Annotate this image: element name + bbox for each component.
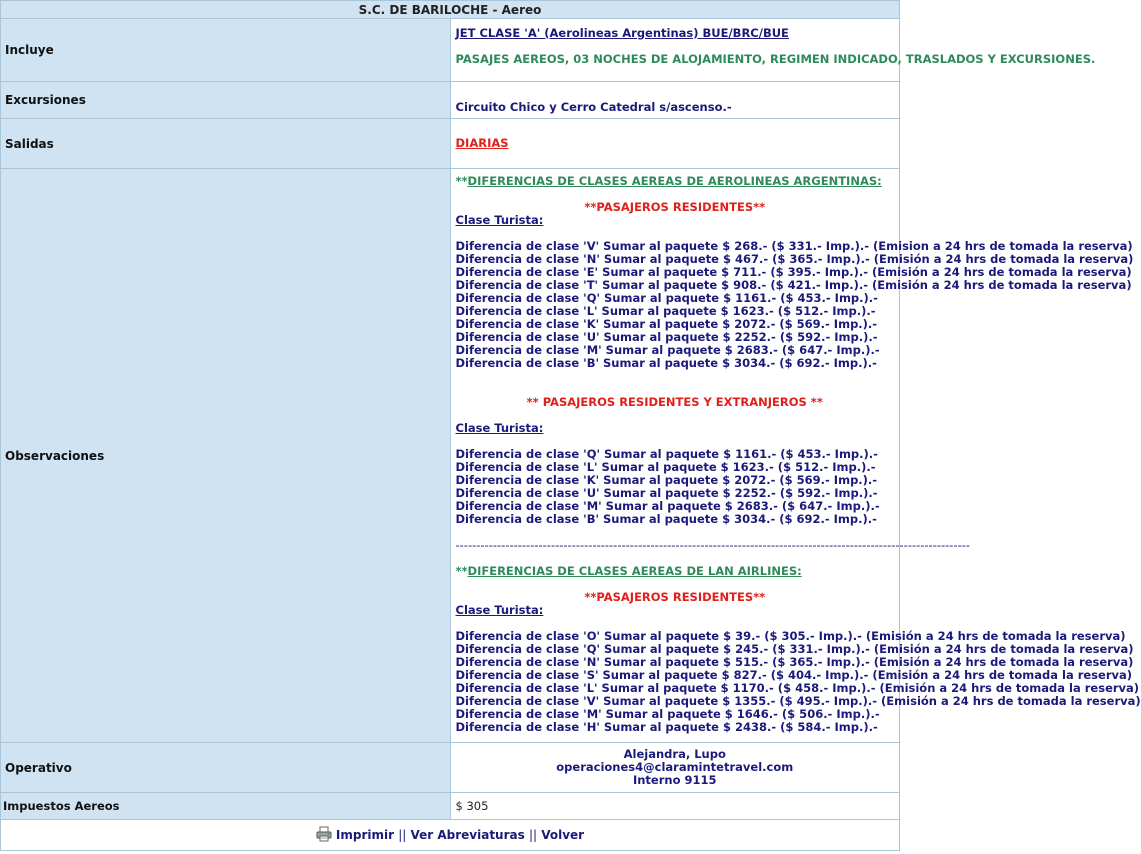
lan-heading-text: DIFERENCIAS DE CLASES AEREAS DE LAN AIRLINES: — [467, 564, 802, 578]
fare-difference-line: Diferencia de clase 'M' Sumar al paquete $ 2683.- ($ 647.- Imp.).- — [455, 343, 880, 357]
salidas-label: Salidas — [1, 119, 451, 169]
impuestos-label: Impuestos Aereos — [1, 793, 451, 820]
lan-heading — [456, 565, 895, 578]
fare-difference-line: Diferencia de clase 'M' Sumar al paquete $ 2683.- ($ 647.- Imp.).- — [455, 499, 880, 513]
observaciones-value — [450, 169, 1141, 743]
fare-difference-line: Diferencia de clase 'Q' Sumar al paquete $ 1161.- ($ 453.- Imp.).- — [455, 447, 878, 461]
fare-difference-line: Diferencia de clase 'E' Sumar al paquete $ 711.- ($ 395.- Imp.).- (Emisión a 24 hrs de tomada la reserva) — [455, 265, 1132, 279]
operativo-interno: Interno 9115 — [632, 773, 717, 787]
excursiones-value — [450, 82, 900, 119]
operativo-label: Operativo — [1, 743, 451, 793]
fare-difference-line: Diferencia de clase 'H' Sumar al paquete $ 2438.- ($ 584.- Imp.).- — [455, 720, 878, 734]
fare-difference-line: Diferencia de clase 'L' Sumar al paquete $ 1170.- ($ 458.- Imp.).- (Emisión a 24 hrs de tomada la reserva) — [455, 681, 1140, 695]
incluye-flight: JET CLASE 'A' (Aerolineas Argentinas) BUE/BRC/BUE — [455, 25, 789, 40]
operativo-email: operaciones4@claramintetravel.com — [556, 760, 794, 774]
salidas-text: DIARIAS — [455, 136, 509, 150]
page-title: S.C. DE BARILOCHE - Aereo — [1, 1, 900, 19]
salidas-value — [450, 119, 900, 169]
fare-difference-line: Diferencia de clase 'V' Sumar al paquete $ 1355.- ($ 495.- Imp.).- (Emisión a 24 hrs de tomada la reserva) — [455, 694, 1141, 708]
fare-difference-line: Diferencia de clase 'M' Sumar al paquete $ 1646.- ($ 506.- Imp.).- — [455, 707, 880, 721]
fare-difference-line: Diferencia de clase 'L' Sumar al paquete $ 1623.- ($ 512.- Imp.).- — [455, 460, 876, 474]
fare-difference-line: Diferencia de clase 'K' Sumar al paquete $ 2072.- ($ 569.- Imp.).- — [455, 317, 878, 331]
lan-residentes-heading: **PASAJEROS RESIDENTES** — [584, 590, 766, 604]
ar-heading-prefix: ** — [455, 174, 468, 188]
incluye-label: Incluye — [1, 19, 451, 82]
fare-difference-line: Diferencia de clase 'U' Sumar al paquete $ 2252.- ($ 592.- Imp.).- — [455, 330, 878, 344]
fare-difference-line: Diferencia de clase 'U' Sumar al paquete $ 2252.- ($ 592.- Imp.).- — [455, 486, 878, 500]
lan-residentes-list — [455, 629, 1141, 734]
ar-res-ext-list — [456, 448, 895, 526]
fare-difference-line: Diferencia de clase 'Q' Sumar al paquete $ 1161.- ($ 453.- Imp.).- — [455, 291, 878, 305]
lan-clase-turista: Clase Turista: — [455, 603, 544, 617]
fare-difference-line: Diferencia de clase 'O' Sumar al paquete $ 39.- ($ 305.- Imp.).- (Emisión a 24 hrs de tomada la reserva) — [455, 629, 1126, 643]
fare-difference-line: Diferencia de clase 'K' Sumar al paquete $ 2072.- ($ 569.- Imp.).- — [455, 473, 878, 487]
fare-difference-line: Diferencia de clase 'S' Sumar al paquete $ 827.- ($ 404.- Imp.).- (Emisión a 24 hrs de tomada la reserva) — [455, 668, 1133, 682]
ar-heading — [456, 175, 895, 188]
fare-difference-line: Diferencia de clase 'V' Sumar al paquete $ 268.- ($ 331.- Imp.).- (Emision a 24 hrs de tomada la reserva) — [455, 239, 1133, 253]
incluye-value — [450, 19, 1096, 82]
volver-link[interactable]: Volver — [541, 828, 585, 842]
excursiones-text: Circuito Chico y Cerro Catedral s/ascenso.- — [455, 100, 732, 114]
observaciones-label: Observaciones — [1, 169, 451, 743]
lan-heading-prefix: ** — [455, 564, 468, 578]
printer-icon[interactable] — [316, 826, 332, 845]
operativo-value — [450, 743, 900, 793]
imprimir-link[interactable]: Imprimir — [335, 828, 395, 842]
ar-clase-turista: Clase Turista: — [455, 213, 544, 227]
fare-difference-line: Diferencia de clase 'N' Sumar al paquete $ 515.- ($ 365.- Imp.).- (Emisión a 24 hrs de tomada la reserva) — [455, 655, 1134, 669]
fare-difference-line: Diferencia de clase 'B' Sumar al paquete $ 3034.- ($ 692.- Imp.).- — [455, 512, 877, 526]
fare-difference-line: Diferencia de clase 'N' Sumar al paquete $ 467.- ($ 365.- Imp.).- (Emisión a 24 hrs de tomada la reserva) — [455, 252, 1134, 266]
fare-difference-line: Diferencia de clase 'T' Sumar al paquete $ 908.- ($ 421.- Imp.).- (Emisión a 24 hrs de tomada la reserva) — [455, 278, 1132, 292]
ar-residentes-list — [455, 239, 1134, 370]
operativo-name: Alejandra, Lupo — [623, 747, 726, 761]
ver-abreviaturas-link[interactable]: Ver Abreviaturas — [410, 828, 525, 842]
excursiones-label: Excursiones — [1, 82, 451, 119]
fare-difference-line: Diferencia de clase 'Q' Sumar al paquete $ 245.- ($ 331.- Imp.).- (Emisión a 24 hrs de tomada la reserva) — [455, 642, 1134, 656]
footer-separator: || — [398, 828, 407, 842]
impuestos-value: $ 305 — [450, 793, 900, 820]
footer-separator: || — [528, 828, 538, 842]
separator-line: ---------------------------------------------------------------------------------------------------------------------------- — [455, 538, 971, 552]
ar-residentes-heading: **PASAJEROS RESIDENTES** — [584, 200, 766, 214]
ar-res-ext-clase-turista: Clase Turista: — [455, 421, 544, 435]
incluye-details: PASAJES AEREOS, 03 NOCHES DE ALOJAMIENTO, REGIMEN INDICADO, TRASLADOS Y EXCURSIONES. — [455, 51, 1096, 66]
footer-actions — [1, 820, 900, 851]
fare-difference-line: Diferencia de clase 'L' Sumar al paquete $ 1623.- ($ 512.- Imp.).- — [455, 304, 876, 318]
ar-heading-text: DIFERENCIAS DE CLASES AEREAS DE AEROLINEAS ARGENTINAS: — [467, 174, 882, 188]
fare-difference-line: Diferencia de clase 'B' Sumar al paquete $ 3034.- ($ 692.- Imp.).- — [455, 356, 877, 370]
res-ext-heading: ** PASAJEROS RESIDENTES Y EXTRANJEROS ** — [526, 395, 823, 409]
